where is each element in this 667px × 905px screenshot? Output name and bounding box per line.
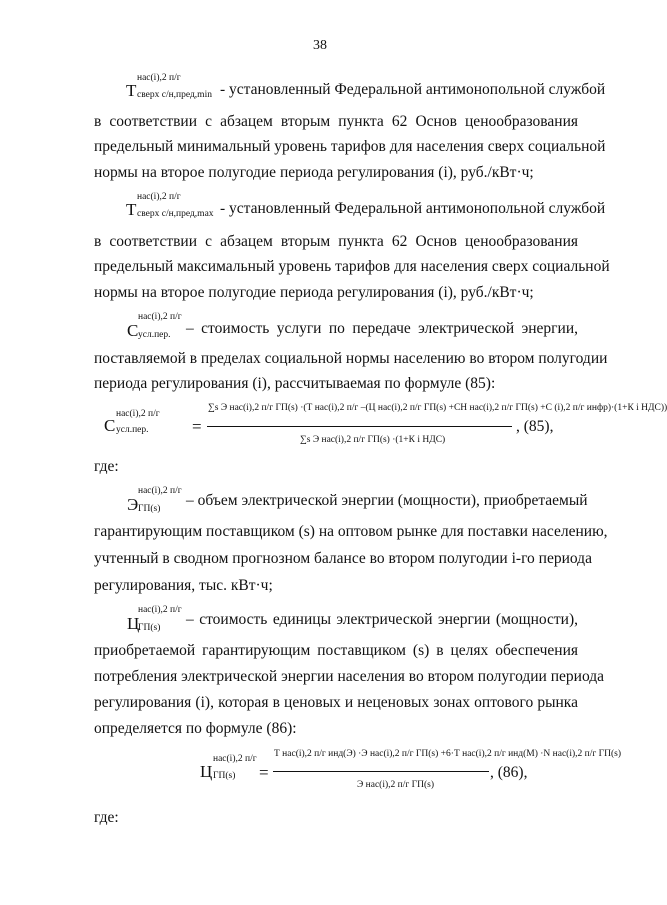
formula-numerator: Т нас(i),2 п/г инд(Э) ·Э нас(i),2 п/г ГП(s) +6·Т нас(i),2 п/г инд(М) ·N нас(i),2 п/г ГП(s) xyxy=(274,749,622,759)
symbol-subscript: сверх с/н,пред,min xyxy=(137,90,212,100)
symbol-subscript: усл.пер. xyxy=(138,330,171,340)
equals-sign: = xyxy=(192,417,202,436)
paragraph-line: в соответствии с абзацем вторым пункта 62 Основ ценообразования xyxy=(94,113,578,130)
formula-lhs-symbol: С xyxy=(104,416,116,435)
definition-text: - установленный Федеральной антимонопольной службой xyxy=(220,200,606,217)
formula-denominator: Э нас(i),2 п/г ГП(s) xyxy=(357,780,435,790)
page-number: 38 xyxy=(313,38,327,53)
symbol-superscript: нас(i),2 п/г xyxy=(137,192,181,202)
paragraph-line: регулирования (i), которая в ценовых и неценовых зонах оптового рынка xyxy=(94,694,578,711)
paragraph-line: нормы на второе полугодие периода регулирования (i), руб./кВт·ч; xyxy=(94,164,534,181)
formula-label: , (85), xyxy=(516,418,554,435)
paragraph-line: определяется по формуле (86): xyxy=(94,720,297,737)
definition-text: – стоимость услуги по передаче электрической энергии, xyxy=(186,320,578,337)
paragraph-line: в соответствии с абзацем вторым пункта 62 Основ ценообразования xyxy=(94,233,578,250)
symbol-superscript: нас(i),2 п/г xyxy=(138,312,182,322)
formula-label: , (86), xyxy=(490,764,528,781)
formula-lhs-subscript: усл.пер. xyxy=(116,425,149,435)
formula-lhs-superscript: нас(i),2 п/г xyxy=(213,754,257,764)
paragraph-line: периода регулирования (i), рассчитываемая по формуле (85): xyxy=(94,375,496,392)
symbol-superscript: нас(i),2 п/г xyxy=(137,73,181,83)
equals-sign: = xyxy=(259,763,269,782)
paragraph-line: потребления электрической энергии населения во втором полугодии периода xyxy=(94,668,605,685)
formula-lhs-subscript: ГП(s) xyxy=(213,771,236,781)
paragraph-line: предельный максимальный уровень тарифов для населения сверх социальной xyxy=(94,258,610,275)
symbol-E: Э xyxy=(127,495,139,514)
symbol-Ts: Ц xyxy=(127,614,140,633)
paragraph-line: регулирования, тыс. кВт·ч; xyxy=(94,577,273,594)
symbol-subscript: сверх с/н,пред,max xyxy=(137,209,214,219)
paragraph-line: поставляемой в пределах социальной нормы населению во втором полугодии xyxy=(94,350,608,367)
paragraph-line: нормы на второе полугодие периода регулирования (i), руб./кВт·ч; xyxy=(94,284,534,301)
formula-lhs-superscript: нас(i),2 п/г xyxy=(116,409,160,419)
where-label: где: xyxy=(94,458,119,475)
paragraph-line: приобретаемой гарантирующим поставщиком (s) в целях обеспечения xyxy=(94,642,578,659)
definition-text: – стоимость единицы электрической энергии (мощности), xyxy=(186,611,578,628)
definition-text: - установленный Федеральной антимонопольной службой xyxy=(220,81,606,98)
where-label: где: xyxy=(94,809,119,826)
fraction-bar xyxy=(273,771,489,772)
paragraph-line: гарантирующим поставщиком (s) на оптовом рынке для поставки населению, xyxy=(94,523,608,540)
symbol-superscript: нас(i),2 п/г xyxy=(138,605,182,615)
formula-numerator: ∑s Э нас(i),2 п/г ГП(s) ·(Т нас(i),2 п/г –(Ц нас(i),2 п/г ГП(s) +СН нас(i),2 п/г ГП(s) +С (i),2 п/г инфр)·(1+К i НДС)) xyxy=(208,403,667,413)
symbol-T: T xyxy=(126,81,137,100)
symbol-subscript: ГП(s) xyxy=(138,504,161,514)
formula-lhs-symbol: Ц xyxy=(200,762,213,781)
fraction-bar xyxy=(207,426,512,427)
formula-denominator: ∑s Э нас(i),2 п/г ГП(s) ·(1+К i НДС) xyxy=(300,435,446,445)
symbol-C: С xyxy=(127,321,139,340)
symbol-superscript: нас(i),2 п/г xyxy=(138,486,182,496)
definition-text: – объем электрической энергии (мощности), приобретаемый xyxy=(186,492,588,509)
paragraph-line: предельный минимальный уровень тарифов для населения сверх социальной xyxy=(94,138,606,155)
symbol-subscript: ГП(s) xyxy=(138,623,161,633)
paragraph-line: учтенный в сводном прогнозном балансе во втором полугодии i-го периода xyxy=(94,550,592,567)
symbol-T: T xyxy=(126,200,137,219)
